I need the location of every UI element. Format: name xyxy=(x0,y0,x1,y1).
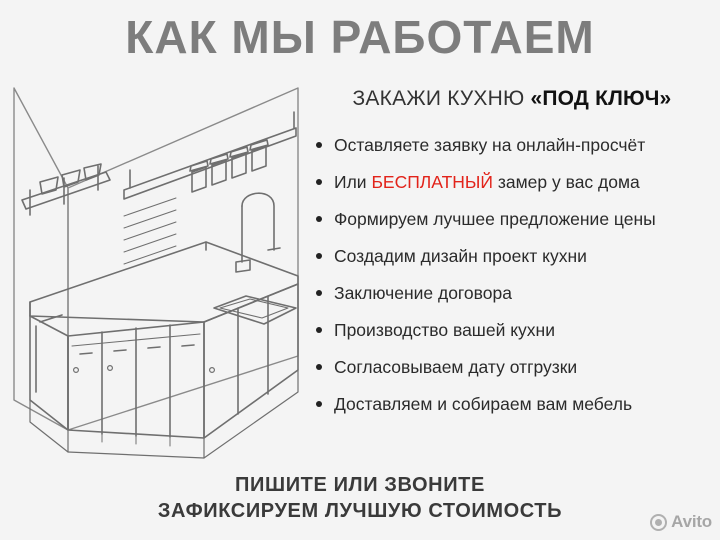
bullet-dot-icon xyxy=(316,216,322,222)
watermark-label: Avito xyxy=(671,512,712,531)
step-text-pre: Формируем лучшее предложение цены xyxy=(334,209,656,229)
footer-callout xyxy=(0,472,720,524)
list-item xyxy=(312,319,712,341)
content-column xyxy=(312,86,712,430)
step-text-pre: Оставляете заявку на онлайн-просчёт xyxy=(334,135,646,155)
subtitle xyxy=(312,86,712,112)
step-text-pre: Заключение договора xyxy=(334,283,512,303)
list-item xyxy=(312,245,712,267)
list-item xyxy=(312,393,712,415)
bullet-dot-icon xyxy=(316,142,322,148)
page-title: КАК МЫ РАБОТАЕМ xyxy=(125,11,595,63)
list-item xyxy=(312,282,712,304)
bullet-dot-icon xyxy=(316,327,322,333)
list-item xyxy=(312,171,712,193)
avito-watermark xyxy=(650,512,712,532)
avito-logo-icon xyxy=(650,514,667,531)
list-item xyxy=(312,208,712,230)
step-text-pre: Производство вашей кухни xyxy=(334,320,555,340)
footer-line-1: ПИШИТЕ ИЛИ ЗВОНИТЕ xyxy=(235,474,485,496)
bullet-dot-icon xyxy=(316,253,322,259)
bullet-dot-icon xyxy=(316,179,322,185)
list-item xyxy=(312,356,712,378)
step-text-highlight: БЕСПЛАТНЫЙ xyxy=(371,172,493,192)
step-text-post: замер у вас дома xyxy=(493,172,640,192)
step-text-pre: Доставляем и собираем вам мебель xyxy=(334,394,633,414)
list-item xyxy=(312,134,712,156)
kitchen-illustration xyxy=(6,70,306,460)
bullet-dot-icon xyxy=(316,401,322,407)
bullet-dot-icon xyxy=(316,290,322,296)
bullet-dot-icon xyxy=(316,364,322,370)
step-text-pre: Или xyxy=(334,172,372,192)
step-text-pre: Создадим дизайн проект кухни xyxy=(334,246,587,266)
subtitle-strong: «ПОД КЛЮЧ» xyxy=(530,87,672,110)
footer-line-2: ЗАФИКСИРУЕМ ЛУЧШУЮ СТОИМОСТЬ xyxy=(157,500,563,522)
subtitle-plain: ЗАКАЖИ КУХНЮ xyxy=(352,87,531,110)
step-text-pre: Согласовываем дату отгрузки xyxy=(334,357,578,377)
steps-list xyxy=(312,134,712,415)
